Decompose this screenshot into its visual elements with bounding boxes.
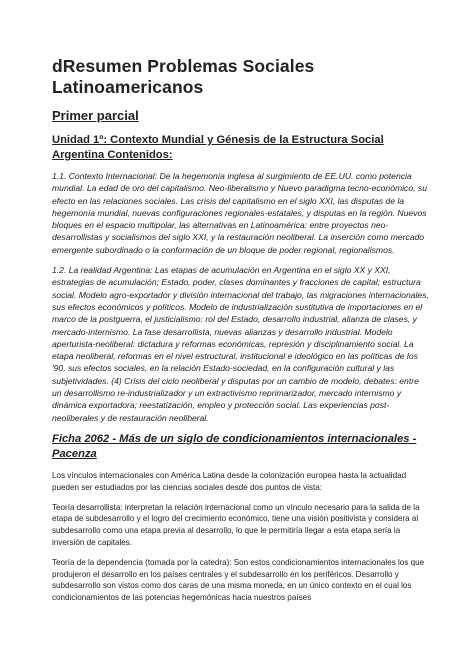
paragraph-intro: Los vínculos internacionales con América Latina desde la colonización europea hasta la actualidad pueden ser estudiados por las ciencias sociales desde dos puntos de vista: [52, 470, 407, 492]
unit-heading: Unidad 1º: Contexto Mundial y Génesis de la Estructura Social Argentina Contenidos: [52, 134, 384, 161]
paragraph-desarrollista: Teoría desarrollista: interpretan la relación internacional como un vínculo necesario para la salida de la etapa de subdesarrollo y el logro del crecimiento económico, tiene una visión positivista y considera al subdesarrollo como una etapa previa al desarrollo, lo que le permitiría llegar a esta etapa sería la inversión de capitales. [52, 502, 420, 547]
section-1-2: 1.2. La realidad Argentina: Las etapas de acumulación en Argentina en el siglo XX y XXI, estrategias de acumulación; Estado, poder, clases dominantes y fracciones de capital; estructura social. Modelo agro-exportador y división internacional del trabajo, las migraciones internacionales, sus efectos económicos y políticos. Modelo de industrialización sustitutiva de importaciones en el marco de la postguerra, el justicialismo: rol del Estado, desarrollo industrial, alianza de clases, y mercado-internismo. La fase desarrollista, nuevas alianzas y desarrollo industrial. Modelo aperturista-neoliberal: dictadura y reformas económicas, represión y disciplinamiento social. La etapa neoliberal, reformas en el nivel estructural, institucional e ideológico en las políticas de los '90, sus efectos sociales, en la relación Estado-sociedad, en la configuración cultural y las subjetividades. (4) Crisis del ciclo neoliberal y disputas por un cambio de modelo, debates: entre un desarrollismo re-industrializador y un extractivismo reprimarizador, mercado internismo y dinámica exportadora; reestatización, empleo y protección social. Las experiencias post-neoliberales y de restauración neoliberal. [52, 265, 429, 423]
document-subtitle: Primer parcial [52, 108, 139, 123]
document-title: dResumen Problemas Sociales Latinoamericanos [52, 56, 315, 97]
ficha-heading: Ficha 2062 - Más de un siglo de condicionamientos internacionales - Pacenza [52, 432, 417, 460]
section-1-1: 1.1. Contexto Internacional: De la hegemonía inglesa al surgimiento de EE.UU. como potencia mundial. La edad de oro del capitalismo. Neo-liberalismo y Nuevo paradigma tecno-económico, su efecto en las relaciones sociales. Las crisis del capitalismo en el siglo XXI, las disputas de la hegemonía mundial, nuevas configuraciones regionales-estatales, y disputas en la región. Nuevos bloques en el espacio multipolar, las alternativas en Latinoamérica: entre proyectos neo-desarrollistas y socialismos del siglo XXI, y la restauración neoliberal. La inserción como mercado emergente subordinado o la conformación de un bloque de poder regional, regionalismos. [52, 171, 427, 255]
paragraph-dependencia: Teoría de la dependencia (tomada por la catedra): Son estos condicionamientos internacionales los que produjeron el desarrollo en los países centrales y el subdesarrollo en los periféricos. Desarrollo y subdesarrollo son vistos como dos caras de una misma moneda, en un único contexto en el cual los condicionamientos de las potencias hegemónicas hacia nuestros países [52, 557, 425, 603]
